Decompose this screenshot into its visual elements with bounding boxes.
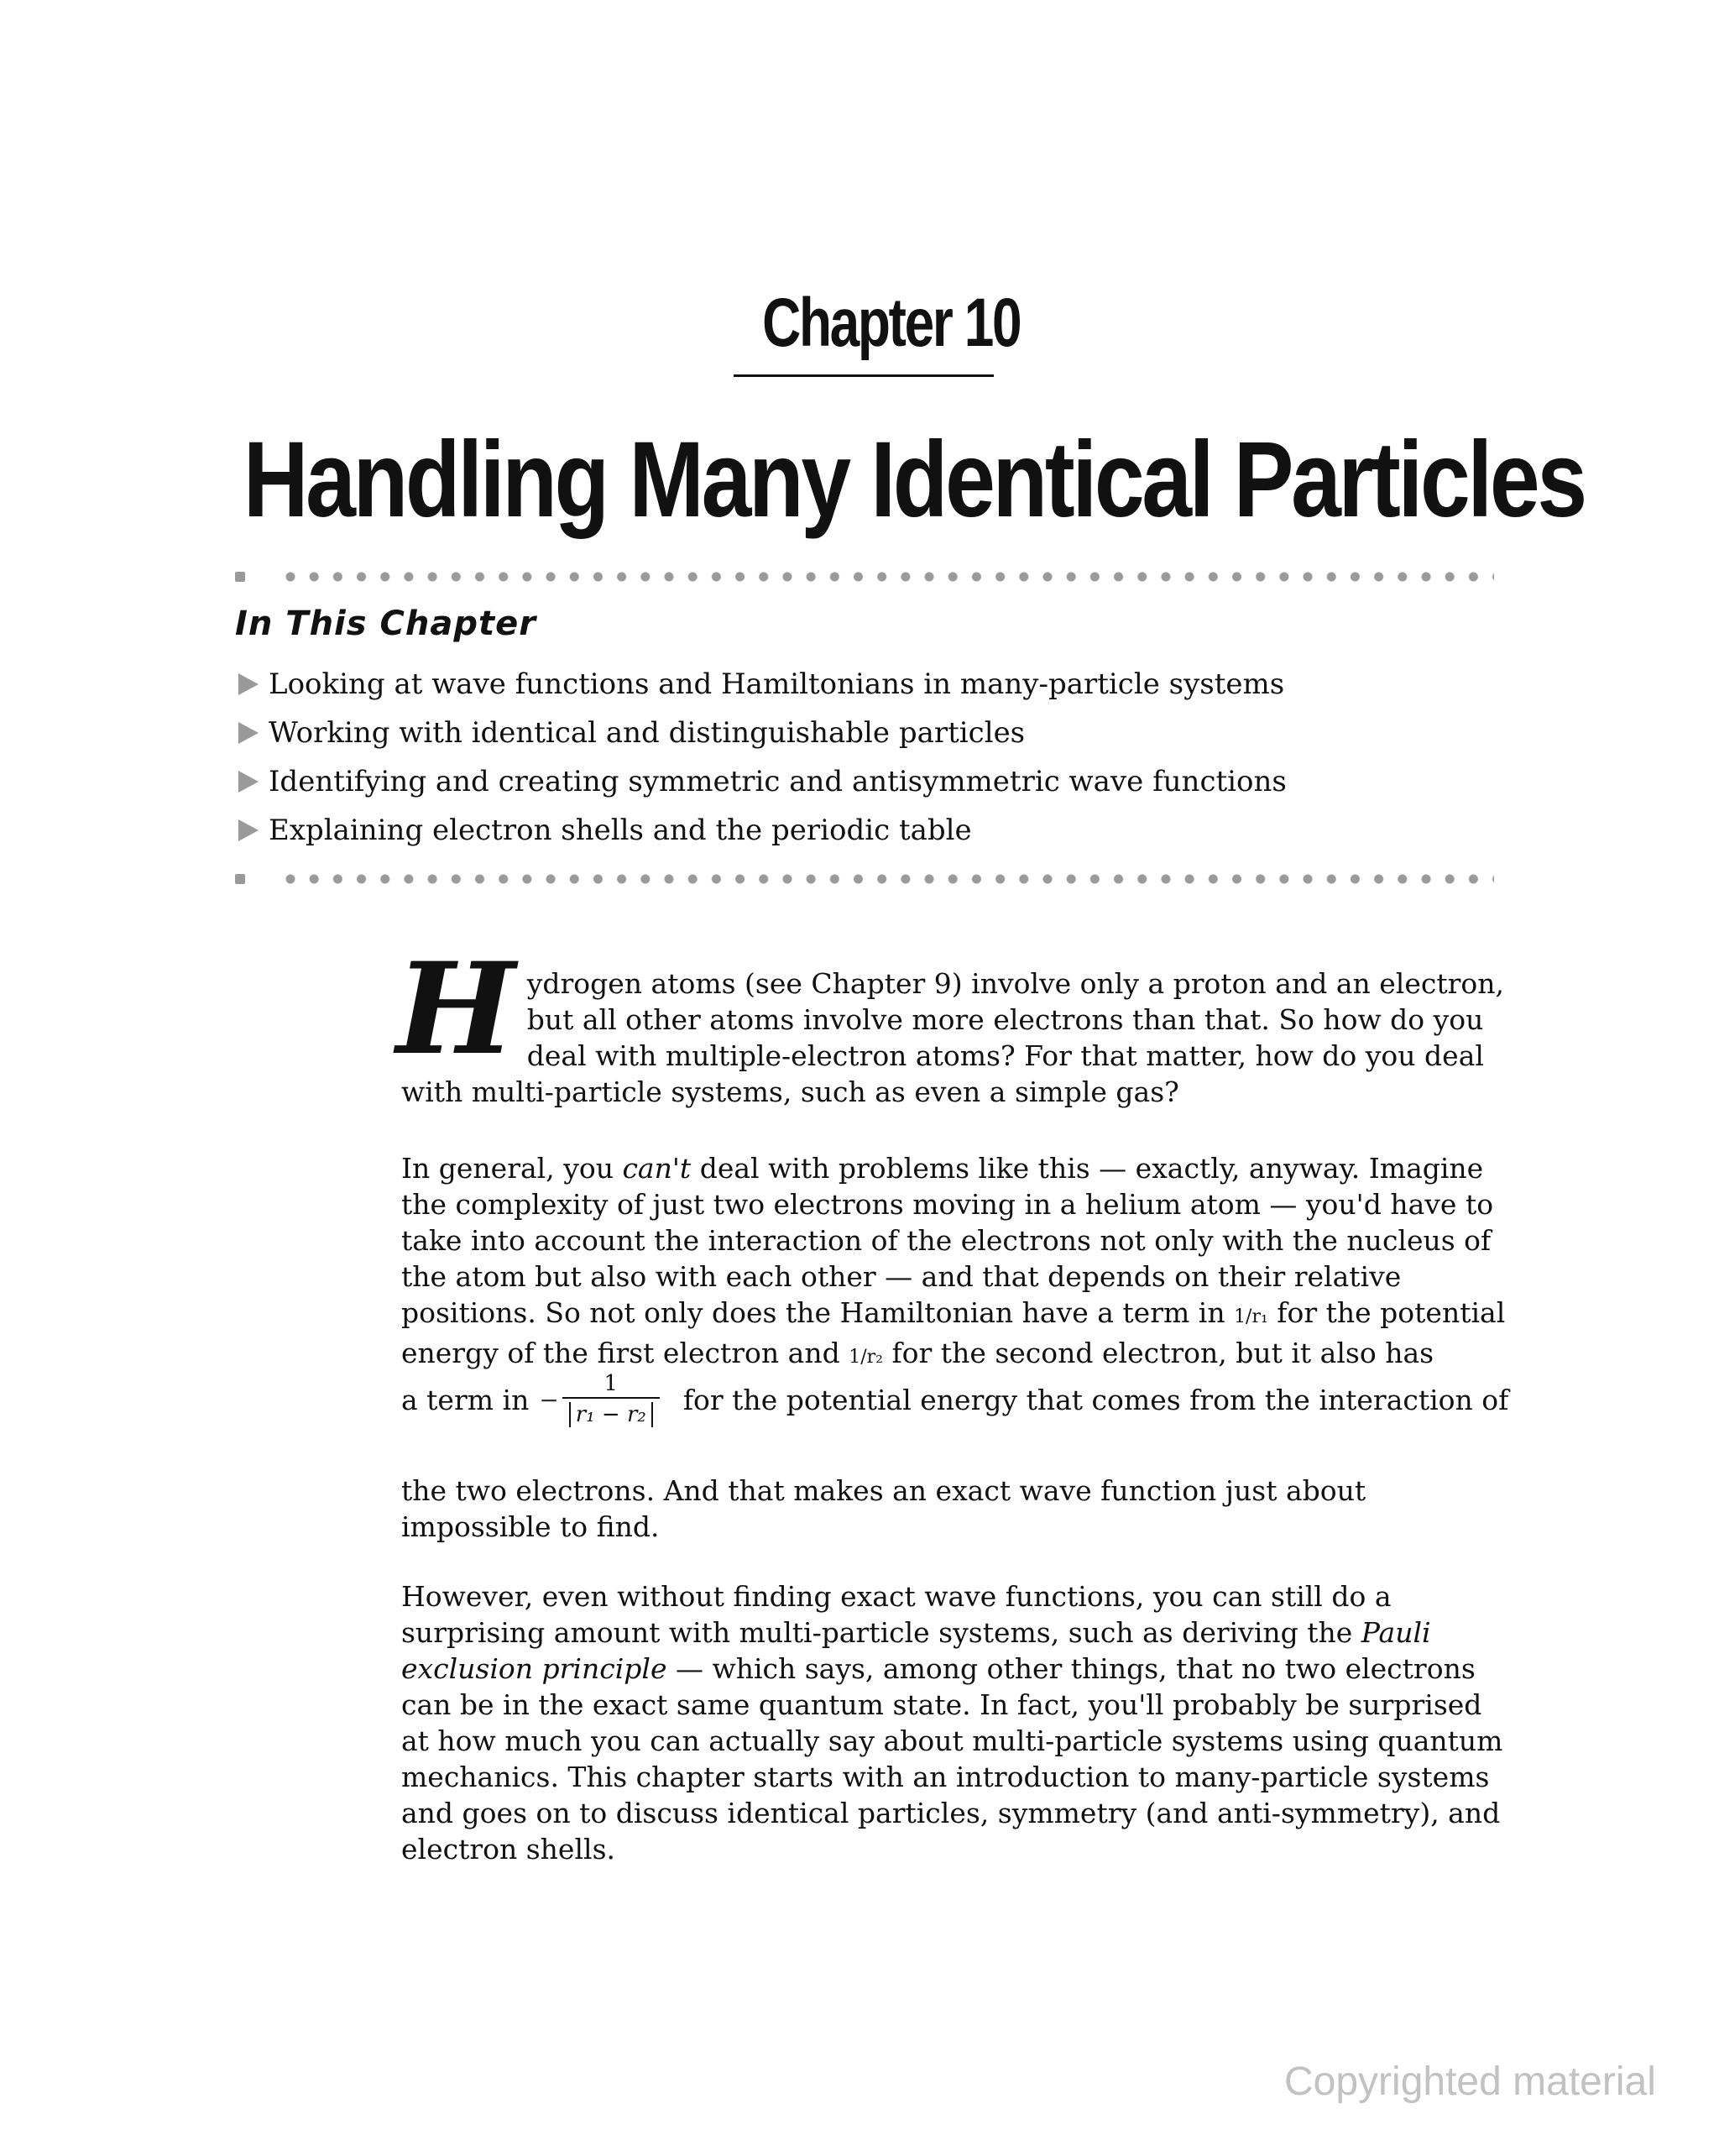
chapter-rule — [734, 374, 994, 377]
equation-trail-text: for the potential energy that comes from the interaction of — [682, 1383, 1509, 1416]
paragraph-1-text: ydrogen atoms (see Chapter 9) involve only a proton and an electron, but all other atoms involve more electrons than that. So how do you deal with multiple-electron atoms? For that matter, how do you deal with multi-particle systems, such as even a simple gas? — [401, 967, 1504, 1108]
equation-line — [401, 1370, 1518, 1429]
paragraph-2-text-b: deal with problems like this — exactly, anyway. Imagine the complexity of just two electrons moving in a helium atom — you'd have to take into account the interaction of the electrons not only with the nucleus of the atom but also with each other — and that depends on their relative positions. So not only does the Hamiltonian have a term in — [401, 1152, 1494, 1329]
paragraph-3-text-b: — which says, among other things, that no two electrons can be in the exact same quantum state. In fact, you'll probably be surprised at how much you can actually say about multi-particle systems using quantum mechanics. This chapter starts with an introduction to many-particle systems and goes on to discuss identical particles, symmetry (and anti-symmetry), and electron shells. — [401, 1652, 1503, 1866]
term-one-over-r2: 1/r₂ — [849, 1347, 883, 1368]
dotted-divider-bottom — [235, 873, 1494, 885]
dotted-divider-top — [235, 571, 1494, 583]
triangle-bullet-icon — [238, 673, 259, 695]
list-item — [235, 660, 1544, 709]
term-one-over-r1: 1/r₁ — [1234, 1306, 1268, 1327]
paragraph-2-text-a: In general, you — [401, 1152, 623, 1185]
list-item — [235, 709, 1544, 757]
list-item-text: Working with identical and distinguishable particles — [269, 716, 1026, 750]
triangle-bullet-icon — [238, 771, 259, 793]
chapter-title: Handling Many Identical Particles — [243, 420, 1585, 540]
divider-lead-dot — [235, 572, 245, 582]
in-this-chapter-heading: In This Chapter — [235, 604, 536, 643]
in-this-chapter-list — [235, 660, 1544, 855]
paragraph-3 — [401, 1578, 1518, 1867]
list-item-text: Identifying and creating symmetric and antisymmetric wave functions — [269, 765, 1287, 798]
emphasis-cant: can't — [622, 1152, 692, 1185]
fraction-numerator: 1 — [603, 1371, 619, 1396]
interaction-term-equation — [539, 1370, 660, 1429]
list-item — [235, 757, 1544, 806]
list-item-text: Looking at wave functions and Hamiltonians in many-particle systems — [269, 667, 1285, 701]
triangle-bullet-icon — [238, 722, 259, 744]
fraction — [562, 1370, 660, 1429]
paragraph-1 — [396, 935, 1518, 1110]
paragraph-2-text-c: for the potential energy of the first electron and — [401, 1296, 1506, 1369]
divider-lead-dot — [235, 874, 245, 884]
paragraph-2-tail: the two electrons. And that makes an exact wave function just about impossible to find. — [401, 1474, 1366, 1543]
fraction-denominator — [562, 1397, 660, 1429]
minus-sign-icon: − — [539, 1385, 559, 1414]
list-item — [235, 806, 1544, 855]
abs-value: r₁ − r₂ — [569, 1402, 653, 1427]
drop-cap: H — [396, 935, 515, 1083]
triangle-bullet-icon — [238, 819, 259, 841]
divider-dots — [285, 874, 1494, 884]
divider-dots — [285, 572, 1494, 582]
copyright-watermark: Copyrighted material — [1284, 2059, 1656, 2104]
paragraph-3-text-a: However, even without finding exact wave functions, you can still do a surprising amount with multi-particle systems, such as deriving the — [401, 1580, 1392, 1649]
list-item-text: Explaining electron shells and the periodic table — [269, 814, 972, 847]
emphasis-pauli: Pauli exclusion principle — [401, 1616, 1431, 1685]
equation-lead-text: a term in — [401, 1383, 530, 1416]
paragraph-2-text-d: for the second electron, but it also has — [882, 1337, 1434, 1369]
chapter-label: Chapter 10 — [762, 285, 1021, 361]
paragraph-2 — [401, 1150, 1518, 1375]
